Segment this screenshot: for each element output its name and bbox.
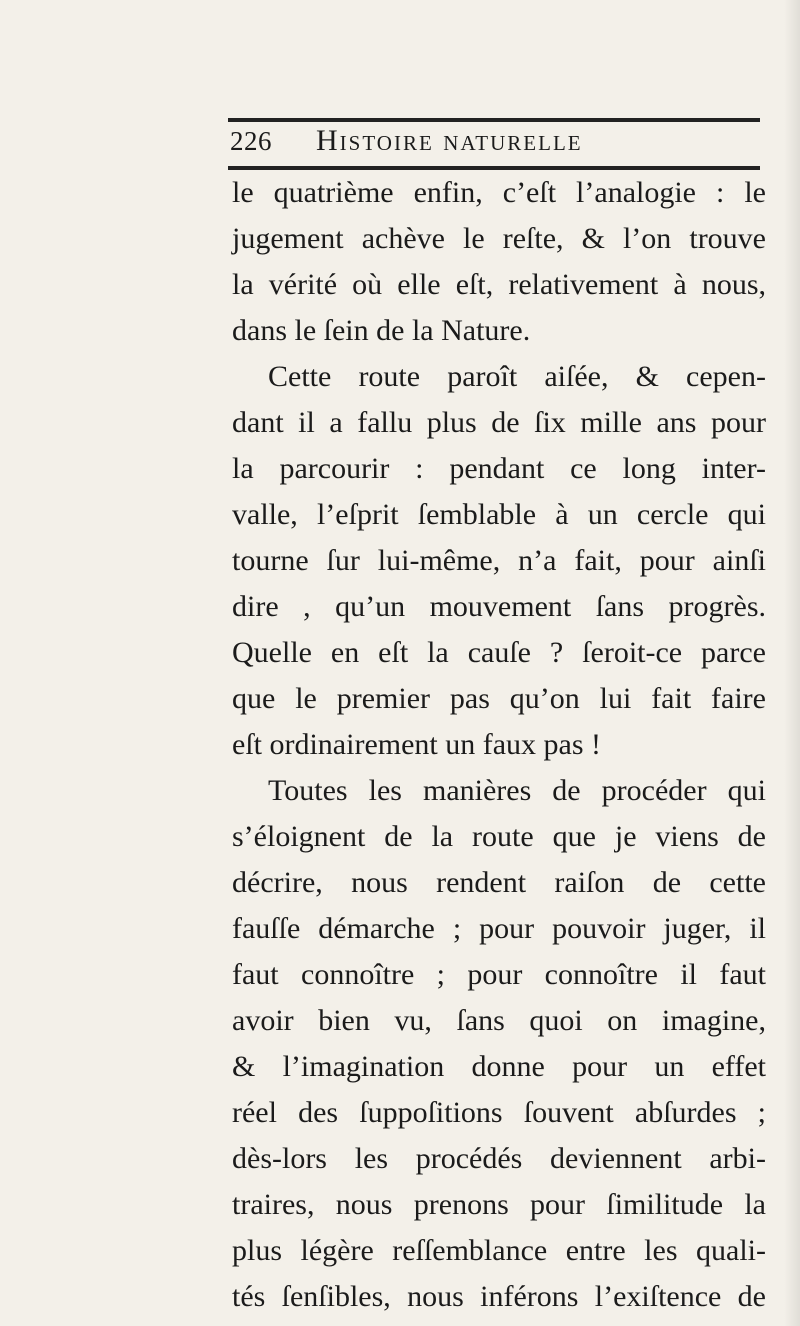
text-line: dès-lors les procédés deviennent arbi-: [232, 1142, 766, 1175]
page-edge-shadow: [784, 0, 800, 1326]
text-line: Toutes les manières de procéder qui: [268, 774, 766, 807]
text-line: Quelle en eſt la cauſe ? ſeroit-ce parce: [232, 636, 766, 669]
text-line: réel des ſuppoſitions ſouvent abſurdes ;: [232, 1096, 766, 1129]
body-text: [232, 170, 766, 1320]
page-number: 226: [230, 126, 272, 156]
text-line: fauſſe démarche ; pour pouvoir juger, il: [232, 912, 766, 945]
text-line: faut connoître ; pour connoître il faut: [232, 958, 766, 991]
text-line: avoir bien vu, ſans quoi on imagine,: [232, 1004, 766, 1037]
text-line: tourne ſur lui-même, n’a fait, pour ainſi: [232, 544, 766, 577]
header-top-rule: [228, 118, 760, 122]
text-line: plus légère reſſemblance entre les quali-: [232, 1234, 766, 1267]
text-line: que le premier pas qu’on lui fait faire: [232, 682, 766, 715]
text-line: décrire, nous rendent raiſon de cette: [232, 866, 766, 899]
text-line: traires, nous prenons pour ſimilitude la: [232, 1188, 766, 1221]
text-line: jugement achève le reſte, & l’on trouve: [232, 222, 766, 255]
text-line: s’éloignent de la route que je viens de: [232, 820, 766, 853]
text-line: Cette route paroît aiſée, & cepen-: [268, 360, 766, 393]
running-title: Histoire naturelle: [316, 124, 583, 157]
text-line: la parcourir : pendant ce long inter-: [232, 452, 766, 485]
text-line: valle, l’eſprit ſemblable à un cercle qui: [232, 498, 766, 531]
text-line: eſt ordinairement un faux pas !: [232, 728, 602, 761]
page-header: [228, 118, 760, 170]
text-line: dant il a fallu plus de ſix mille ans pour: [232, 406, 766, 439]
text-line: & l’imagination donne pour un effet: [232, 1050, 766, 1083]
text-line: le quatrième enfin, c’eſt l’analogie : le: [232, 176, 766, 209]
text-line: dans le ſein de la Nature.: [232, 314, 531, 347]
text-line: tés ſenſibles, nous inférons l’exiſtence de: [232, 1280, 766, 1313]
text-line: la vérité où elle eſt, relativement à nous,: [232, 268, 766, 301]
text-line: dire , qu’un mouvement ſans progrès.: [232, 590, 766, 623]
